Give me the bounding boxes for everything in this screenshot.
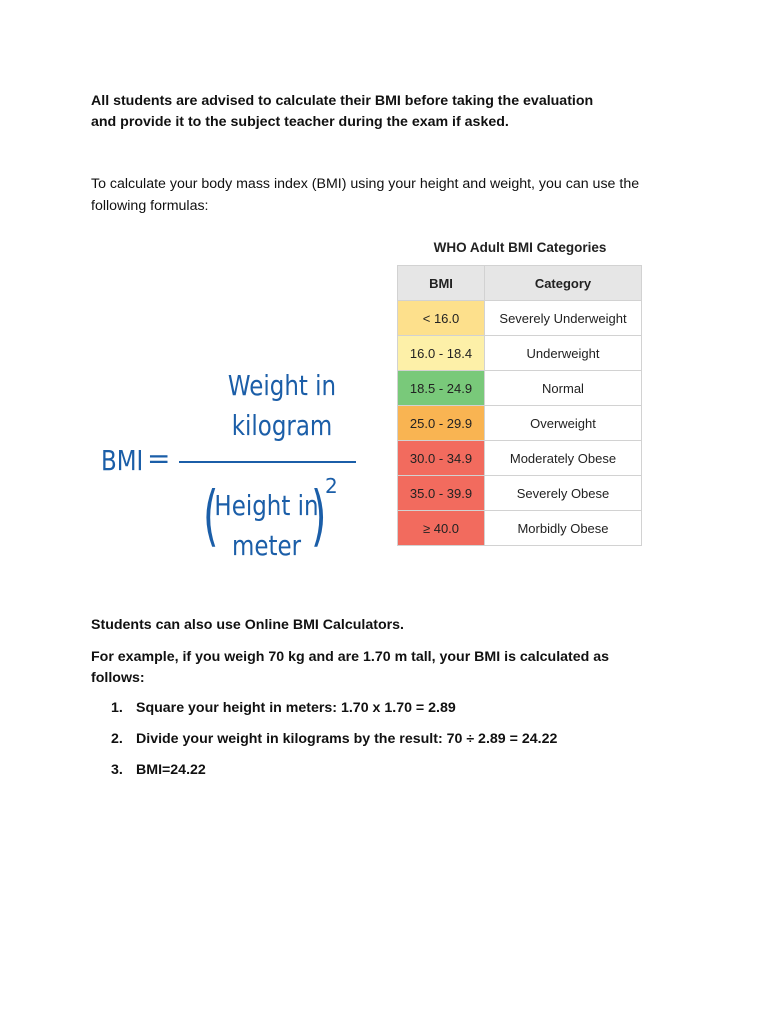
table-header-row	[398, 266, 642, 301]
example-line: follows:	[91, 670, 145, 686]
formula-equals-sign: =	[147, 442, 171, 475]
step-number: 1.	[111, 700, 123, 716]
table-row	[398, 511, 642, 546]
bmi-category-cell: Moderately Obese	[485, 441, 642, 476]
formula-lhs: BMI	[101, 444, 144, 477]
formula-numerator	[221, 366, 344, 446]
list-item	[111, 728, 557, 759]
example-paragraph	[91, 647, 711, 689]
formula-denominator	[211, 486, 322, 566]
step-number: 3.	[111, 762, 123, 778]
online-note: Students can also use Online BMI Calculators.	[91, 617, 404, 633]
bmi-range-cell: 25.0 - 29.9	[398, 406, 485, 441]
bmi-range-cell: 16.0 - 18.4	[398, 336, 485, 371]
bmi-category-cell: Normal	[485, 371, 642, 406]
bmi-category-cell: Underweight	[485, 336, 642, 371]
bmi-range-cell: ≥ 40.0	[398, 511, 485, 546]
bmi-category-cell: Overweight	[485, 406, 642, 441]
right-parenthesis: )	[311, 477, 327, 554]
bmi-range-cell: 18.5 - 24.9	[398, 371, 485, 406]
table-row	[398, 336, 642, 371]
bmi-category-cell: Severely Obese	[485, 476, 642, 511]
step-text: BMI=24.22	[136, 762, 206, 778]
denominator-line: Height in	[214, 489, 319, 522]
numerator-line: kilogram	[231, 409, 333, 442]
bmi-range-cell: < 16.0	[398, 301, 485, 336]
intro-paragraph	[91, 91, 711, 133]
table-row	[398, 371, 642, 406]
bmi-category-cell: Morbidly Obese	[485, 511, 642, 546]
bmi-formula-graphic	[95, 360, 370, 565]
numerator-line: Weight in	[227, 369, 337, 402]
table-body	[398, 301, 642, 546]
steps-list	[111, 697, 557, 790]
formula-exponent: 2	[325, 474, 338, 498]
list-item	[111, 697, 557, 728]
formula-intro-line: following formulas:	[91, 198, 209, 214]
example-line: For example, if you weigh 70 kg and are 1.70 m tall, your BMI is calculated as	[91, 649, 610, 665]
left-parenthesis: (	[203, 477, 219, 554]
bmi-range-cell: 30.0 - 34.9	[398, 441, 485, 476]
table-row	[398, 406, 642, 441]
bmi-categories-table	[397, 265, 642, 546]
bmi-category-cell: Severely Underweight	[485, 301, 642, 336]
step-text: Divide your weight in kilograms by the result: 70 ÷ 2.89 = 24.22	[136, 731, 558, 747]
bmi-range-cell: 35.0 - 39.9	[398, 476, 485, 511]
formula-intro-line: To calculate your body mass index (BMI) using your height and weight, you can use the	[91, 176, 640, 192]
header-bmi: BMI	[398, 266, 485, 301]
formula-intro-paragraph	[91, 173, 691, 217]
bmi-table-title: WHO Adult BMI Categories	[433, 240, 607, 255]
intro-line: and provide it to the subject teacher during the exam if asked.	[91, 114, 509, 130]
denominator-line: meter	[231, 529, 302, 562]
step-text: Square your height in meters: 1.70 x 1.70 = 2.89	[136, 700, 456, 716]
intro-line: All students are advised to calculate their BMI before taking the evaluation	[91, 93, 594, 109]
table-row	[398, 476, 642, 511]
header-category: Category	[485, 266, 642, 301]
step-number: 2.	[111, 731, 123, 747]
table-row	[398, 441, 642, 476]
table-row	[398, 301, 642, 336]
list-item	[111, 759, 557, 790]
fraction-bar	[179, 461, 356, 463]
